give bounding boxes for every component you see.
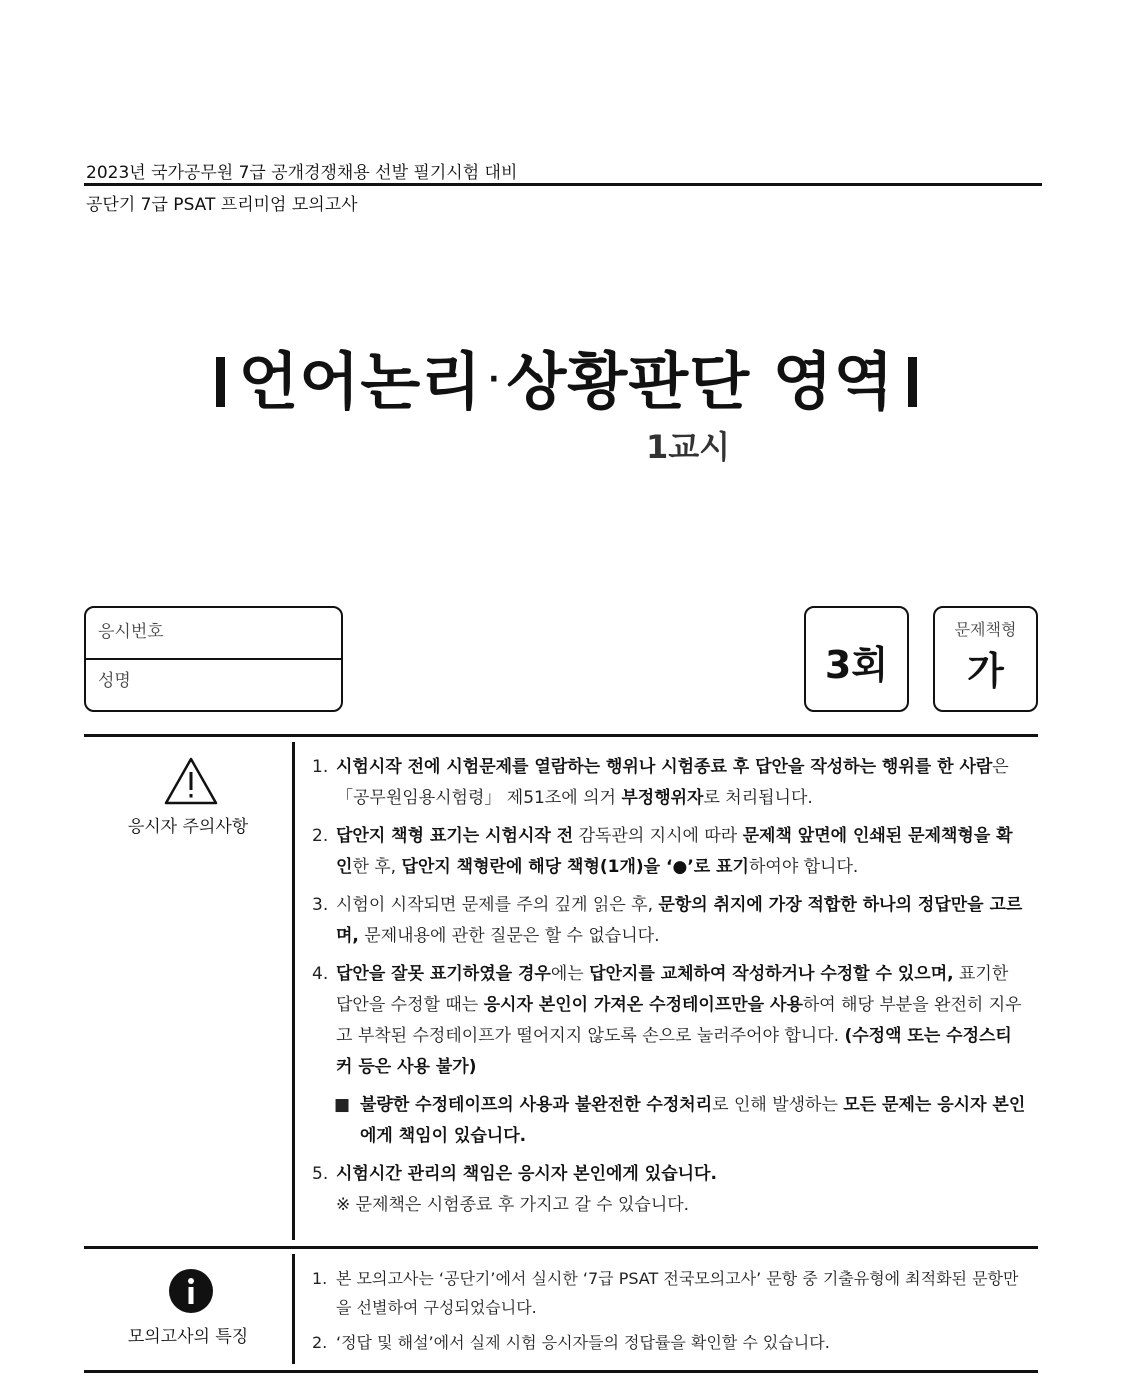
caution-1-bold-1: 시험시작 전에 시험문제를 열람하는 행위나 시험종료 후 답안을 작성하는 행위를 한 사람 [336, 757, 993, 777]
info-circle-icon [168, 1268, 214, 1314]
title-part-2: 상황판단 영역 [506, 345, 895, 418]
caution-5-bold-1: 시험시간 관리의 책임은 응시자 본인에게 있습니다. [336, 1164, 717, 1184]
subnote-text-1: 로 인해 발생하는 [712, 1095, 844, 1115]
page-title [0, 332, 1133, 421]
features-list [312, 1264, 1028, 1363]
caution-item-4 [312, 959, 1028, 1083]
caution-3-text-1: 시험이 시작되면 문제를 주의 깊게 읽은 후, [336, 895, 659, 915]
features-top-rule [84, 1246, 1038, 1249]
cautions-list [312, 752, 1028, 1221]
exam-series-line: 공단기 7급 PSAT 프리미엄 모의고사 [86, 195, 358, 215]
feature-2-text: ‘정답 및 해설’에서 실제 시험 응시자들의 정답률을 확인할 수 있습니다. [336, 1333, 830, 1352]
caution-subnote [312, 1090, 1028, 1152]
round-label: 3회 [824, 643, 889, 687]
title-bar-left [216, 357, 225, 407]
caution-2-bold-1: 답안지 책형 표기는 시험시작 전 [336, 826, 574, 846]
caution-3-bold-1: 문항의 취지에 가장 적합한 하나의 정답만을 고르며, [336, 895, 1023, 946]
caution-4-bold-1: 답안을 잘못 표기하였을 경우 [336, 964, 551, 984]
name-field[interactable]: 성명 [98, 671, 131, 691]
exam-period: 1교시 [646, 428, 731, 466]
booklet-type-value: 가 [967, 649, 1004, 693]
caution-item-5 [312, 1159, 1028, 1190]
item-number: 1. [312, 757, 329, 777]
title-part-1: 언어논리 [238, 345, 483, 418]
booklet-type-box [933, 606, 1038, 712]
item-number: 2. [312, 1333, 328, 1352]
caution-1-text-1: 은 「공무원임용시험령」 제51조에 의거 [336, 757, 1009, 808]
item-number: 3. [312, 895, 329, 915]
candidate-info-box [84, 606, 343, 712]
booklet-take-home-note: ※ 문제책은 시험종료 후 가지고 갈 수 있습니다. [336, 1195, 690, 1215]
caution-item-2 [312, 821, 1028, 883]
title-separator: · [488, 362, 501, 397]
square-bullet-icon: ■ [334, 1095, 351, 1115]
caution-2-bold-3: 답안지 책형란에 해당 책형(1개)을 ‘●’로 표기 [401, 857, 749, 877]
subnote-bold-1: 불량한 수정테이프의 사용과 불완전한 수정처리 [360, 1095, 713, 1115]
subnote-bold-2: 모든 문제는 응시자 본인에게 책임이 있습니다. [360, 1095, 1026, 1146]
features-column-divider [292, 1254, 295, 1364]
caution-item-3 [312, 890, 1028, 952]
caution-4-text-2: 표기한 답안을 수정할 때는 [336, 964, 1009, 1015]
item-number: 4. [312, 964, 329, 984]
features-label: 모의고사의 특징 [127, 1327, 249, 1347]
cautions-top-rule [84, 734, 1038, 737]
caution-4-bold-3: 응시자 본인이 가져온 수정테이프만을 사용 [483, 995, 803, 1015]
caution-3-text-2: 문제내용에 관한 질문은 할 수 없습니다. [358, 926, 660, 946]
booklet-type-label: 문제책형 [954, 620, 1017, 639]
warning-triangle-icon [163, 756, 219, 806]
caution-item-1 [312, 752, 1028, 814]
item-number: 5. [312, 1164, 329, 1184]
candidate-box-divider [86, 658, 341, 660]
caution-4-bold-2: 답안지를 교체하여 작성하거나 수정할 수 있으며, [589, 964, 954, 984]
page-bottom-rule [84, 1370, 1038, 1373]
round-badge [804, 606, 909, 712]
caution-1-bold-2: 부정행위자 [621, 788, 704, 808]
header-divider [84, 183, 1042, 186]
cautions-column-divider [292, 742, 295, 1240]
exam-header-line: 2023년 국가공무원 7급 공개경쟁채용 선발 필기시험 대비 [86, 163, 518, 183]
exam-number-field[interactable]: 응시번호 [98, 622, 164, 642]
caution-2-text-1: 감독관의 지시에 따라 [573, 826, 743, 846]
cautions-label: 응시자 주의사항 [127, 817, 249, 837]
caution-2-text-2: 한 후, [352, 857, 402, 877]
caution-4-text-1: 에는 [550, 964, 590, 984]
caution-2-text-3: 하여야 합니다. [748, 857, 859, 877]
feature-item-1 [312, 1264, 1028, 1322]
feature-1-text: 본 모의고사는 ‘공단기’에서 실시한 ‘7급 PSAT 전국모의고사’ 문항 중 기출유형에 최적화된 문항만을 선별하여 구성되었습니다. [336, 1269, 1019, 1317]
caution-2-bold-2: 문제책 앞면에 인쇄된 문제책형을 확인 [336, 826, 1013, 877]
feature-item-2 [312, 1328, 1028, 1357]
caution-4-text-3: 하여 해당 부분을 완전히 지우고 부착된 수정테이프가 떨어지지 않도록 손으로 눌러주어야 합니다. [336, 995, 1022, 1046]
title-bar-right [908, 357, 917, 407]
caution-1-text-2: 로 처리됩니다. [703, 788, 813, 808]
item-number: 1. [312, 1269, 328, 1288]
caution-4-bold-4: (수정액 또는 수정스티커 등은 사용 불가) [336, 1026, 1012, 1077]
item-number: 2. [312, 826, 329, 846]
